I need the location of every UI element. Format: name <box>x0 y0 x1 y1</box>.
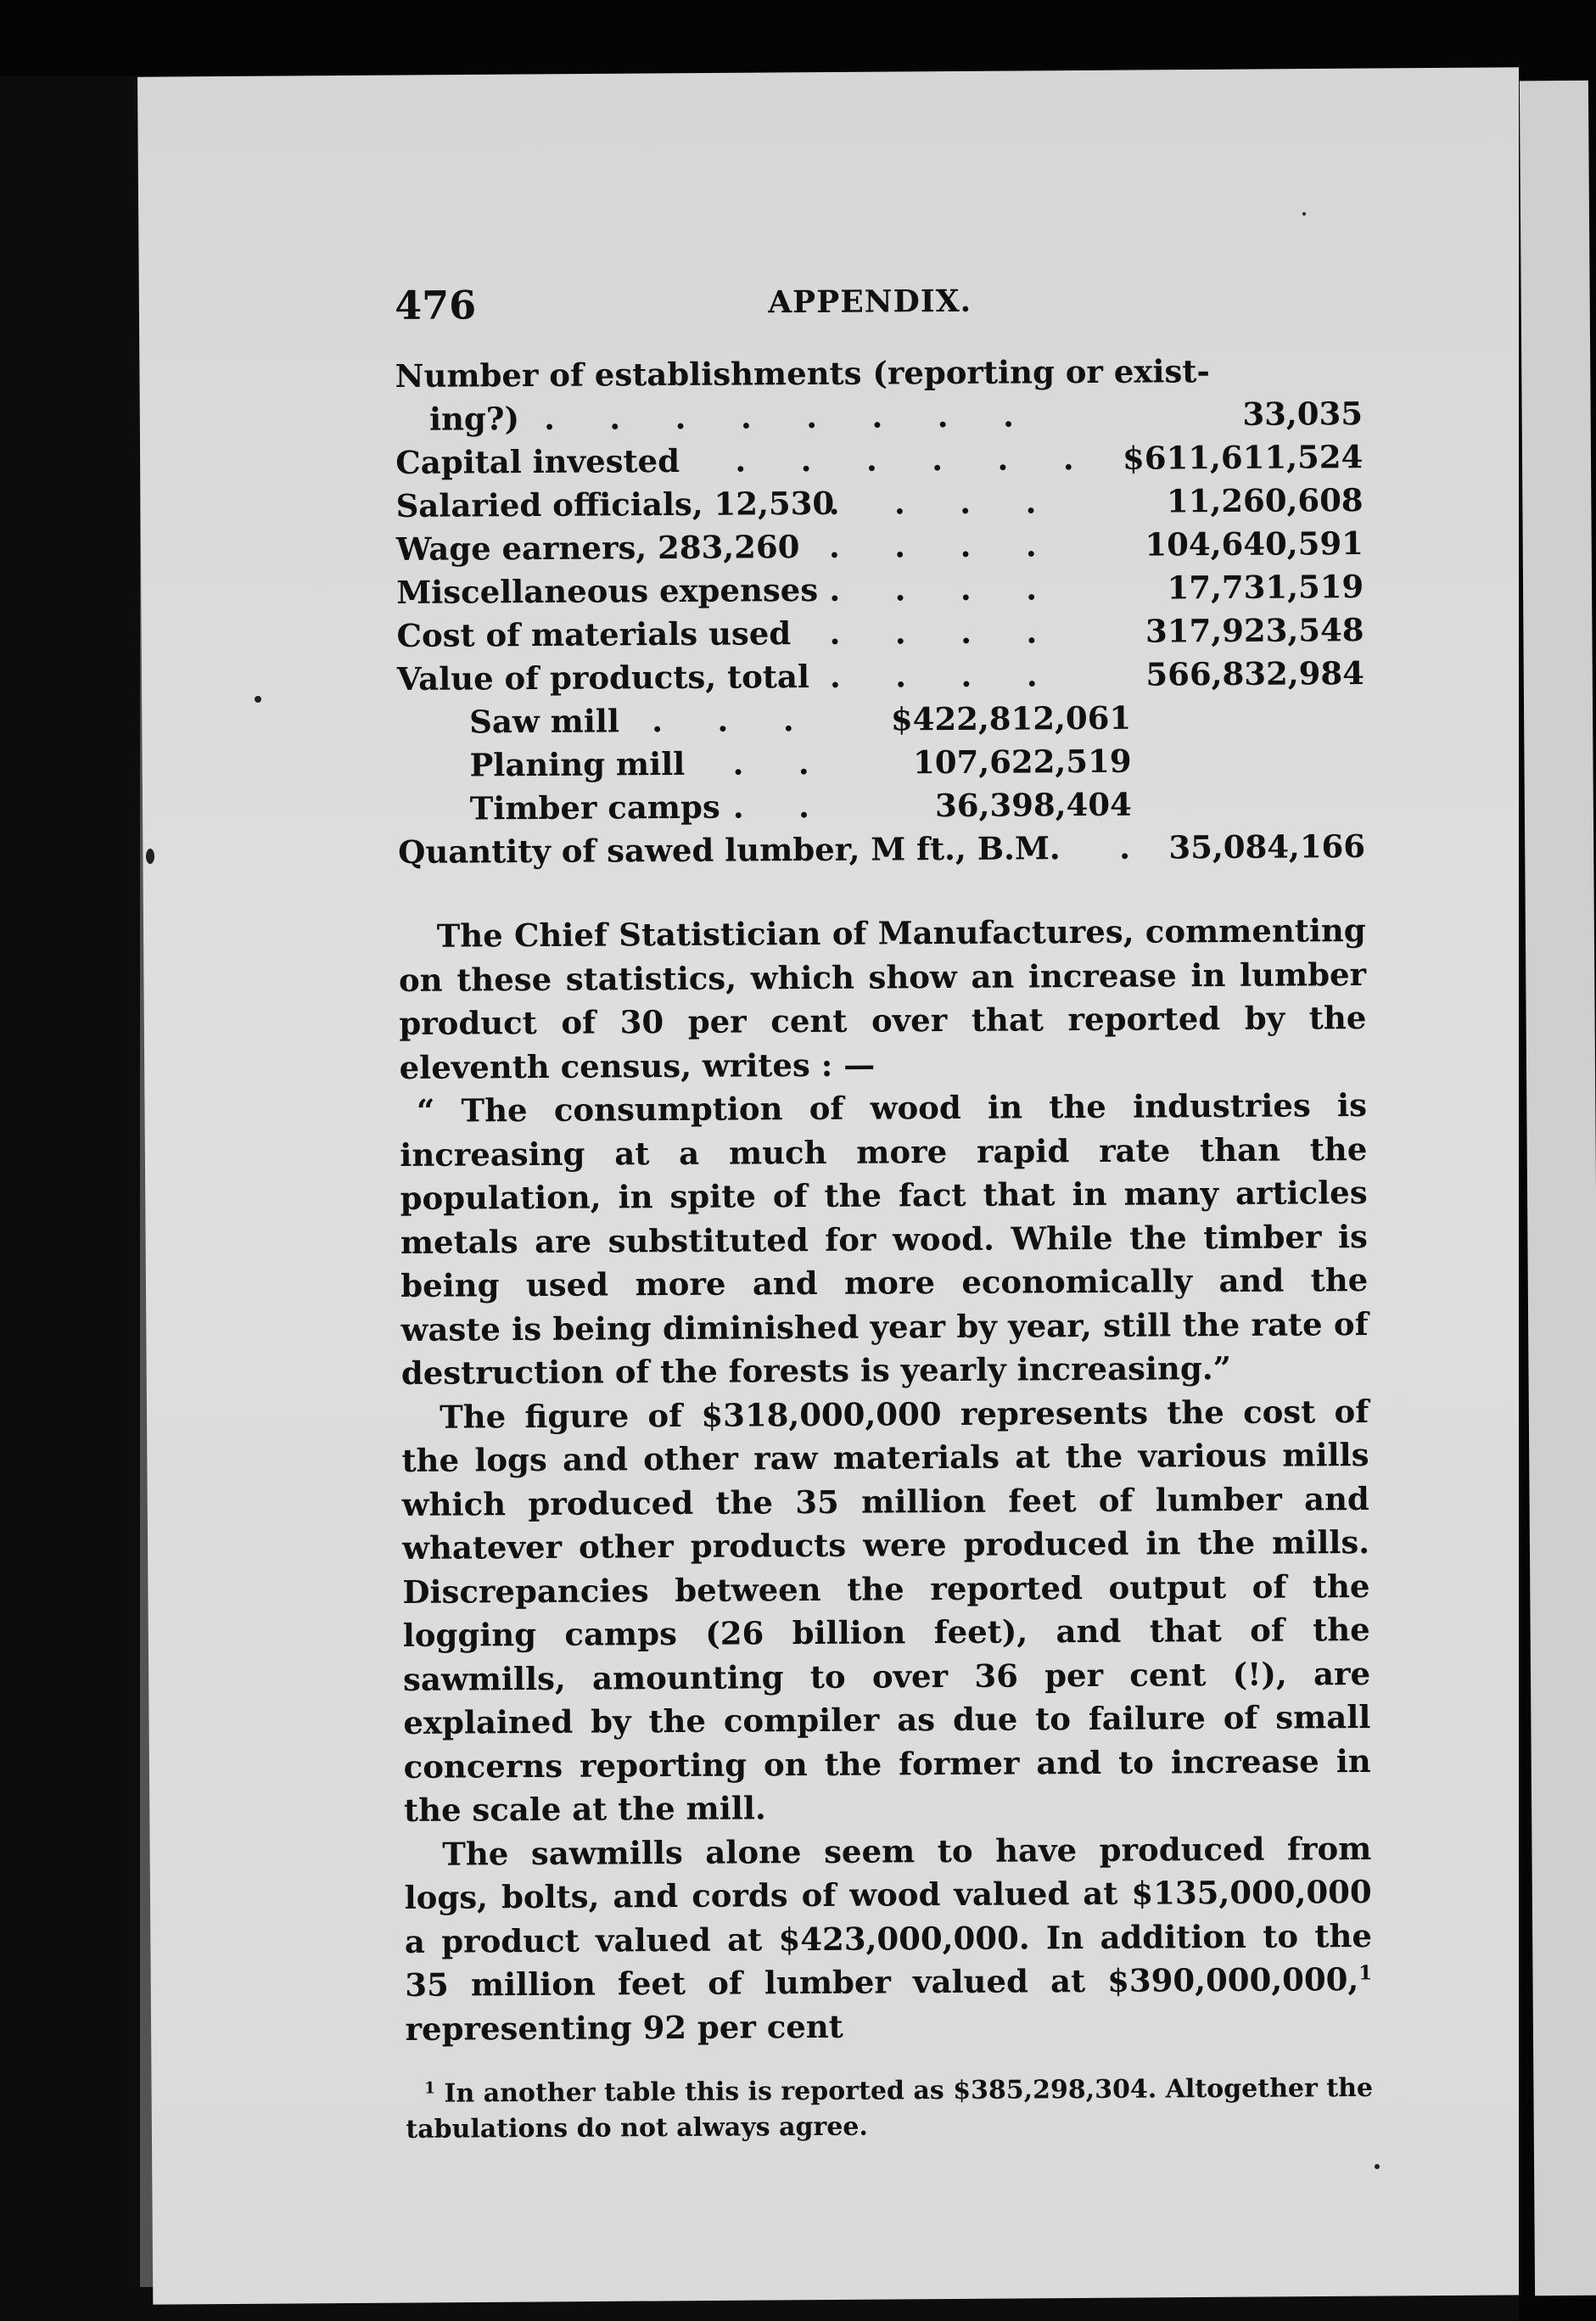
paragraph: The figure of $318,000,000 represents the cost of the logs and other raw materials at the various mills which produced the 35 million feet of lumber and whatever other products were produced in the mills. Discrepancies between the reported output of the logging camps (26 billion feet), and that of the sawmills, amounting to over 36 per cent (!), are explained by the compiler as due to failure of small concerns reporting on the former and to increase in the scale at the mill. <box>401 1392 1371 1829</box>
scan-border-top <box>0 0 1596 76</box>
leader-dots: . . <box>732 744 809 782</box>
stat-value: 36,398,404 <box>934 785 1132 825</box>
footnote-reference: 1 <box>1358 1961 1373 1985</box>
stat-value: 104,640,591 <box>1145 524 1364 563</box>
leader-dots: . . . . <box>828 526 1037 565</box>
stat-value: 107,622,519 <box>912 742 1132 782</box>
stat-row <box>395 349 1363 398</box>
stat-label: Value of products, total <box>396 658 810 698</box>
leader-dots: . . . <box>652 701 794 740</box>
stat-row <box>398 825 1365 874</box>
paragraph <box>404 1827 1373 2051</box>
stat-row <box>397 652 1364 701</box>
page-number: 476 <box>395 282 477 328</box>
leader-dots: . . . . <box>828 483 1037 522</box>
scan-speck <box>1375 2164 1380 2169</box>
running-head <box>395 272 1362 338</box>
leader-dots: . . . . . . <box>735 440 1074 479</box>
stat-value: 33,035 <box>1242 395 1364 433</box>
stat-value: $611,611,524 <box>1122 438 1364 477</box>
footnote-text: In another table this is reported as $385,298,304. Altogether the tabulations do not always agree. <box>406 2072 1374 2144</box>
stat-label: Quantity of sawed lumber, M ft., B.M. <box>397 829 1061 871</box>
stat-label: Timber camps <box>469 788 720 827</box>
quoted-paragraph: “ The consumption of wood in the industries is increasing at a much more rapid rate than the population, in spite of the fact that in many articles metals are substituted for wood. While the timber is being used more and more economically and the waste is being diminished year by year, still the rate of destruction of the forests is yearly increasing.” <box>400 1086 1369 1392</box>
stat-label: Miscellaneous expenses <box>396 570 819 611</box>
stat-label: Cost of materials used <box>396 614 792 654</box>
stat-value: 17,731,519 <box>1167 568 1364 607</box>
stat-value: 35,084,166 <box>1168 827 1366 866</box>
stat-value: 11,260,608 <box>1166 481 1364 520</box>
stat-row <box>398 782 1365 831</box>
stat-label: Planing mill <box>469 744 686 784</box>
stat-value: $422,812,061 <box>890 698 1132 738</box>
page-text-block <box>395 272 1373 2148</box>
stat-value: 317,923,548 <box>1145 611 1364 650</box>
body-text <box>399 909 1373 2051</box>
stat-label: Number of establishments (reporting or exist- <box>395 352 1210 395</box>
stat-label: Capital invested <box>395 441 680 481</box>
stat-row <box>397 695 1364 744</box>
leader-dots: . . . . . . . . <box>543 396 1015 437</box>
leader-dots: . . . . <box>829 569 1038 608</box>
leader-dots: . <box>1118 828 1131 866</box>
stat-row <box>395 479 1363 528</box>
running-title: APPENDIX. <box>768 283 972 321</box>
paragraph-text: representing 92 per cent <box>405 2007 843 2048</box>
footnote <box>406 2071 1373 2148</box>
scan-speck <box>255 696 261 703</box>
stat-label: ing?) <box>428 400 520 438</box>
leader-dots: . . . . <box>829 613 1038 652</box>
stat-value: 566,832,984 <box>1145 654 1364 693</box>
scan-speck <box>146 849 154 864</box>
scan-speck <box>1302 212 1306 216</box>
leader-dots: . . . . <box>829 656 1038 695</box>
stat-row <box>396 608 1364 658</box>
stat-row <box>396 522 1364 571</box>
stat-row <box>395 392 1363 441</box>
paragraph: The Chief Statistician of Manufactures, commenting on these statistics, which show an increase in lumber product of 30 per cent over that reported by the eleventh census, writes : — <box>398 911 1367 1086</box>
paragraph-text: The sawmills alone seem to have produced from logs, bolts, and cords of wood valued at $135,000,000 a product valued at $423,000,000. In addition to the 35 million feet of lumber valued at $390,000,000, <box>404 1829 1373 2004</box>
stat-row <box>396 565 1364 614</box>
stat-label: Saw mill <box>469 702 620 741</box>
statistics-table <box>395 349 1366 874</box>
stat-row <box>395 435 1363 485</box>
stat-label: Wage earners, 283,260 <box>395 528 800 568</box>
stat-label: Salaried officials, 12,530 <box>395 484 835 524</box>
footnote-marker: 1 <box>423 2079 436 2098</box>
leader-dots: . . <box>732 788 810 826</box>
stat-row <box>397 738 1364 788</box>
